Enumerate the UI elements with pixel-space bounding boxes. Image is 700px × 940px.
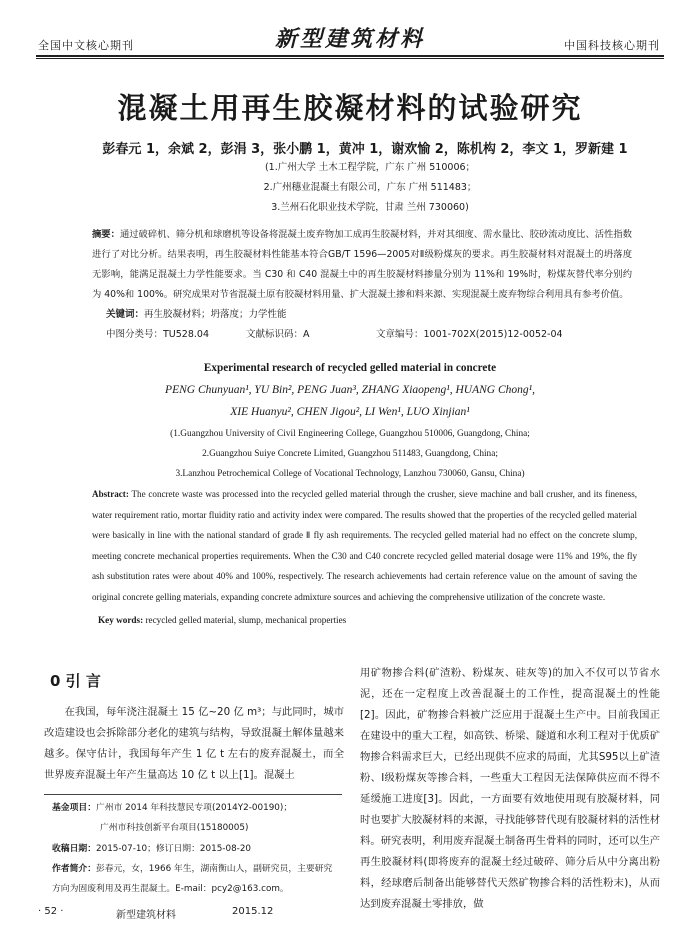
affiliation-3: 3.兰州石化职业技术学院，甘肃 兰州 730060) bbox=[271, 202, 469, 213]
footnote-dates-label: 收稿日期： bbox=[52, 844, 96, 854]
keywords-zh-label: 关键词： bbox=[106, 309, 145, 320]
header-rule-thin bbox=[36, 58, 664, 59]
keywords-en-text: recycled gelled material, slump, mechanical properties bbox=[145, 615, 347, 625]
paper-title: 混凝土用再生胶凝材料的试验研究 bbox=[117, 91, 583, 125]
journal-logo: 新型建筑材料 bbox=[274, 26, 425, 52]
footnote-author-text: 彭春元，女，1966 年生，湖南衡山人，副研究员，主要研究 bbox=[96, 864, 333, 874]
document-code: 文献标识码：A bbox=[246, 329, 310, 340]
affiliation-2: 2.广州穗业混凝土有限公司，广东 广州 511483； bbox=[263, 182, 477, 193]
header-rule bbox=[36, 55, 664, 57]
footnote-funding bbox=[52, 800, 292, 813]
abstract-en bbox=[92, 484, 637, 607]
footnote-funding-label: 基金项目： bbox=[52, 803, 96, 813]
page-number: · 52 · bbox=[38, 906, 64, 917]
footnote-funding-text: 广州市 2014 年科技慧民专项(2014Y2-00190)； bbox=[96, 803, 293, 813]
header-right-label: 中国科技核心期刊 bbox=[564, 39, 660, 52]
abstract-zh-text: 通过破碎机、筛分机和球磨机等设备将混凝土废弃物加工成再生胶凝材料，并对其细度、需水量比、胶砂流动度比、活性指数进行了对比分析。结果表明，再生胶凝材料性能基本符合GB/T 1596—2005对Ⅱ级粉煤灰的要求。再生胶凝材料对混凝土的坍落度无影响，能满足混凝土力学性能要求。当 C30 和 C40 混凝土中的再生胶凝材料掺量分别为 11%和 19%时，粉煤灰替代率分别约为 40%和 100%。研究成果对节省混凝土原有胶凝材料用量、扩大混凝土掺和料来源、实现混凝土废弃物综合利用具有参考价值。 bbox=[92, 229, 632, 300]
footnote-author-cont: 方向为固废利用及再生混凝土。E-mail：pcy2@163.com。 bbox=[52, 884, 289, 894]
author-list: 彭春元 1，余斌 2，彭涓 3，张小鹏 1，黄冲 1，谢欢愉 2，陈机构 2，李文 1，罗新建 1 bbox=[102, 142, 628, 157]
header-left-label: 全国中文核心期刊 bbox=[38, 39, 134, 52]
english-authors-line1: PENG Chunyuan¹, YU Bin², PENG Juan³, ZHANG Xiaopeng¹, HUANG Chong¹, bbox=[165, 384, 535, 396]
body-column-right: 用矿物掺合料(矿渣粉、粉煤灰、硅灰等)的加入不仅可以节省水泥，还在一定程度上改善混凝土的工作性，提高混凝土的性能[2]。因此，矿物掺合料被广泛应用于混凝土生产中。目前我国正在建设中的重大工程，如高铁、桥梁、隧道和水利工程对于优质矿物掺合料需求巨大，已经出现供不应求的局面，尤其S95以上矿渣粉、Ⅰ级粉煤灰等掺合料，一些重大工程因无法保障供应而不得不延缓施工进度[3]。因此，一方面要有效地使用现有胶凝材料，同时也要扩大胶凝材料的来源，寻找能够替代现有胶凝材料的活性材料。研究表明，利用废弃混凝土制备再生骨料的同时，还可以生产再生胶凝材料(即将废弃的混凝土经过破碎、筛分后从中分离出粉料，经球磨后制备出能够替代天然矿物掺合料的活性粉末)，从而达到废弃混凝土零排放，做 bbox=[360, 667, 660, 910]
footnote-funding-cont: 广州市科技创新平台项目(15180005) bbox=[100, 823, 249, 833]
english-affiliation-3: 3.Lanzhou Petrochemical College of Vocational Technology, Lanzhou 730060, Gansu, China) bbox=[175, 469, 525, 479]
footnote-dates bbox=[52, 841, 251, 854]
english-authors-line2: XIE Huanyu², CHEN Jigou², LI Wen¹, LUO Xinjian¹ bbox=[230, 406, 470, 418]
footnote-dates-text: 2015-07-10；修订日期：2015-08-20 bbox=[96, 844, 252, 854]
article-number: 文章编号：1001-702X(2015)12-0052-04 bbox=[376, 329, 563, 340]
abstract-zh bbox=[92, 225, 632, 305]
footer-journal: 新型建筑材料 bbox=[116, 910, 176, 921]
section-heading: 0 引 言 bbox=[50, 672, 101, 690]
keywords-zh bbox=[106, 306, 287, 320]
keywords-en bbox=[98, 615, 346, 625]
footer-date: 2015.12 bbox=[232, 906, 274, 917]
footnote-author bbox=[52, 861, 332, 874]
keywords-zh-text: 再生胶凝材料；坍落度；力学性能 bbox=[144, 309, 287, 320]
abstract-en-label: Abstract: bbox=[92, 489, 129, 499]
english-affiliation-2: 2.Guangzhou Suiye Concrete Limited, Guangzhou 511483, Guangdong, China; bbox=[202, 449, 498, 459]
english-affiliation-1: (1.Guangzhou University of Civil Engineering College, Guangzhou 510006, Guangdong, China; bbox=[170, 429, 530, 439]
abstract-en-text: The concrete waste was processed into the recycled gelled material through the crusher, sieve machine and ball crusher, and its fineness, water requirement ratio, mortar fluidity ratio and activity index were compared. The results showed that the properties of the recycled gelled material were basically in line with the national standard of grade Ⅱ fly ash requirements. The recycled gelled material had no effect on the concrete slump, meeting concrete mechanical properties requirements. When the C30 and C40 concrete recycled gelled material dosage were 11% and 19%, the fly ash substitution rates were about 40% and 100%, respectively. The research achievements had certain reference value on the amount of saving the original concrete gelling materials, expanding concrete admixture sources and achieving the comprehensive utilization of the concrete waste. bbox=[92, 489, 638, 602]
affiliation-1: (1.广州大学 土木工程学院，广东 广州 510006； bbox=[264, 162, 476, 173]
body-column-left: 在我国，每年浇注混凝土 15 亿~20 亿 m³；与此同时，城市改造建设也会拆除部分老化的建筑与结构，导致混凝土解体量越来越多。保守估计，我国每年产生 1 亿 t 左右的废弃混凝土，而全世界废弃混凝土年产生量高达 10 亿 t 以上[1]。混凝土 bbox=[44, 706, 344, 781]
keywords-en-label: Key words: bbox=[98, 615, 144, 625]
clc-number: 中图分类号：TU528.04 bbox=[106, 329, 209, 340]
english-title: Experimental research of recycled gelled material in concrete bbox=[203, 362, 497, 374]
footnote-author-label: 作者简介： bbox=[52, 864, 96, 874]
abstract-zh-label: 摘要： bbox=[92, 229, 120, 240]
footnote-rule bbox=[44, 794, 342, 795]
